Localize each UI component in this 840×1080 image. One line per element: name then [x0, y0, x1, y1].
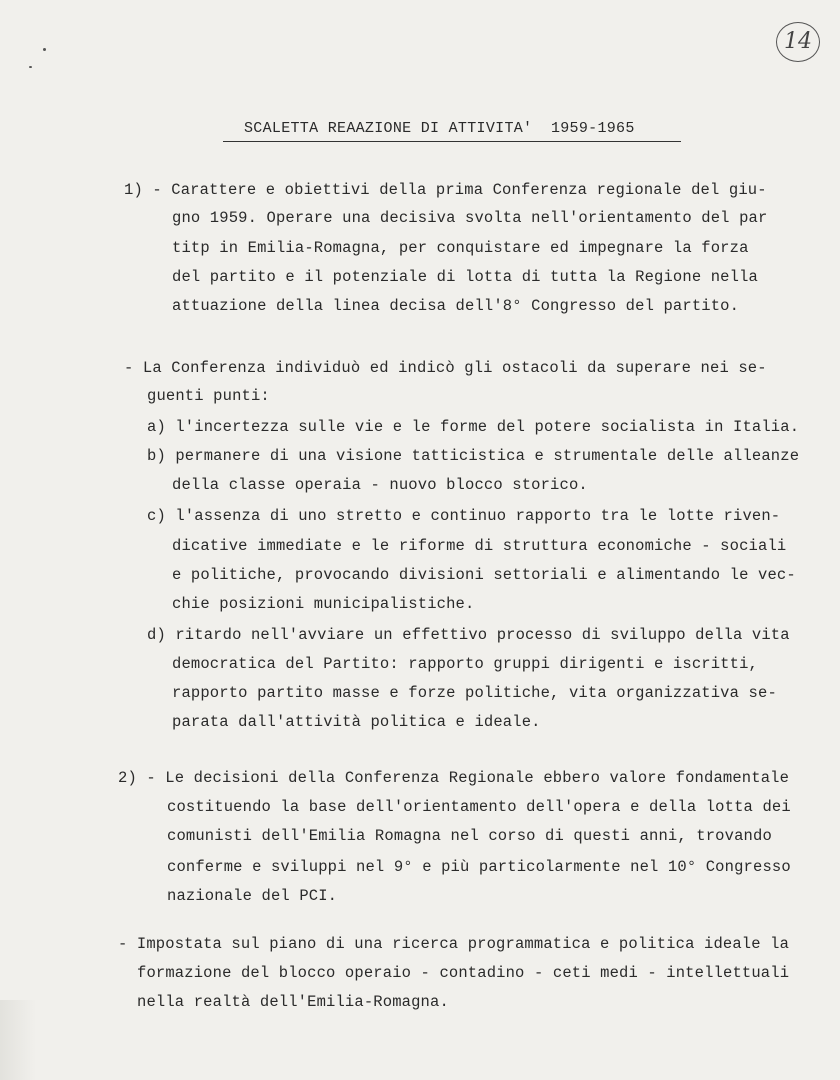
text-line: attuazione della linea decisa dell'8° Congresso del partito. — [172, 297, 740, 315]
text-line: e politiche, provocando divisioni settoriali e alimentando le vec- — [172, 566, 796, 584]
text-line: formazione del blocco operaio - contadino - ceti medi - intellettuali — [137, 964, 790, 982]
page-number-stamp: 14 — [776, 22, 820, 62]
ink-speck — [43, 48, 46, 51]
text-line: del partito e il potenziale di lotta di tutta la Regione nella — [172, 268, 758, 286]
text-line: - La Conferenza individuò ed indicò gli ostacoli da superare nei se- — [124, 359, 767, 377]
text-line: nella realtà dell'Emilia-Romagna. — [137, 993, 449, 1011]
text-line: guenti punti: — [147, 387, 270, 405]
list-item: b) permanere di una visione tatticistica e strumentale delle alleanze — [147, 447, 800, 465]
text-line: comunisti dell'Emilia Romagna nel corso di questi anni, trovando — [167, 827, 772, 845]
text-line: gno 1959. Operare una decisiva svolta nell'orientamento del par — [172, 209, 768, 227]
paper-edge-shadow — [0, 1000, 36, 1080]
document-title: SCALETTA REAAZIONE DI ATTIVITA' 1959-1965 — [244, 120, 635, 137]
list-item: c) l'assenza di uno stretto e continuo rapporto tra le lotte riven- — [147, 507, 781, 525]
text-line: democratica del Partito: rapporto gruppi dirigenti e iscritti, — [172, 655, 758, 673]
text-line: titp in Emilia-Romagna, per conquistare ed impegnare la forza — [172, 239, 749, 257]
text-line: rapporto partito masse e forze politiche, vita organizzativa se- — [172, 684, 777, 702]
text-line: nazionale del PCI. — [167, 887, 338, 905]
text-line: chie posizioni municipalistiche. — [172, 595, 475, 613]
list-item: d) ritardo nell'avviare un effettivo processo di sviluppo della vita — [147, 626, 790, 644]
text-line: 2) - Le decisioni della Conferenza Regionale ebbero valore fondamentale — [118, 769, 790, 787]
text-line: 1) - Carattere e obiettivi della prima Conferenza regionale del giu- — [124, 181, 767, 199]
text-line: parata dall'attività politica e ideale. — [172, 713, 541, 731]
text-line: della classe operaia - nuovo blocco storico. — [172, 476, 588, 494]
text-line: costituendo la base dell'orientamento dell'opera e della lotta dei — [167, 798, 791, 816]
list-item: a) l'incertezza sulle vie e le forme del potere socialista in Italia. — [147, 418, 800, 436]
ink-speck — [29, 66, 32, 68]
text-line: dicative immediate e le riforme di struttura economiche - sociali — [172, 537, 787, 555]
text-line: - Impostata sul piano di una ricerca programmatica e politica ideale la — [118, 935, 790, 953]
title-underline — [223, 141, 681, 142]
text-line: conferme e sviluppi nel 9° e più particolarmente nel 10° Congresso — [167, 858, 791, 876]
